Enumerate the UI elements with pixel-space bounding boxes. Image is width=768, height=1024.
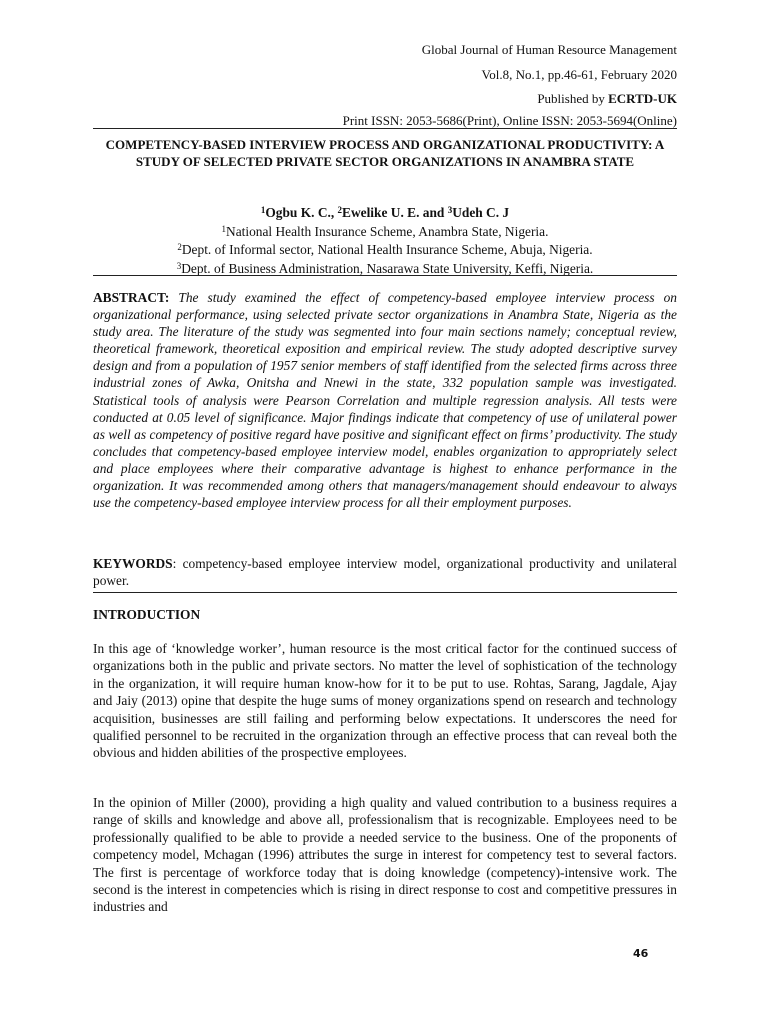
volume-info: Vol.8, No.1, pp.46-61, February 2020 xyxy=(481,67,677,82)
author-1: Ogbu K. C., xyxy=(265,205,338,220)
abstract-label: ABSTRACT: xyxy=(93,290,170,305)
page-number: 46 xyxy=(633,947,649,960)
affiliation-1 xyxy=(93,223,677,242)
author-block xyxy=(93,204,677,278)
affiliation-3-text: Dept. of Business Administration, Nasarawa State University, Keffi, Nigeria. xyxy=(181,260,594,276)
affiliation-2 xyxy=(93,241,677,260)
author-names xyxy=(93,204,677,223)
journal-name: Global Journal of Human Resource Management xyxy=(421,42,677,57)
keywords xyxy=(93,555,677,589)
header-divider xyxy=(93,128,677,129)
affiliation-sup-1: 1 xyxy=(221,223,227,234)
paper-title: COMPETENCY-BASED INTERVIEW PROCESS AND ORGANIZATIONAL PRODUCTIVITY: A STUDY OF SELECTED PRIVATE SECTOR ORGANIZATIONS IN ANAMBRA STATE xyxy=(105,137,665,169)
keywords-label: KEYWORDS xyxy=(93,556,173,571)
affiliation-1-text: National Health Insurance Scheme, Anambra State, Nigeria. xyxy=(226,223,549,239)
intro-paragraph-2: In the opinion of Miller (2000), providing a high quality and valued contribution to a business requires a range of skills and knowledge and above all, professionalism that is recognizable. Employees need to be professionally qualified to be able to provide a needed service to the business. One of the proponents of competency model, Mchagan (1996) attributes the surge in interest for competency test to several factors. The first is percentage of workforce today that is doing knowledge (competency)-intensive work. The second is the interest in competencies which is rising in direct response to cost and competitive pressures in industries and xyxy=(93,795,677,915)
author-sup-1: 1 xyxy=(260,205,266,215)
abstract-text: The study examined the effect of competency-based employee interview process on organizational performance, using selected private sector organizations in Anambra State, Nigeria as the study area. The literature of the study was segmented into four main sections namely; conceptual review, theoretical framework, theoretical exposition and empirical review. The study adopted descriptive survey design and from a population of 1957 senior members of staff identified from the selected firms across three industrial zones of Awka, Onitsha and Nnewi in the state, 332 population sample was investigated. Statistical tools of analysis were Pearson Correlation and multiple regression analysis. All tests were conducted at 0.05 level of significance. Major findings indicate that competency of use of unilateral power as well as competency of positive regard have positive and significant effect on firms’ productivity. The study concludes that competency-based employee interview model, enables organization to appropriately select and place employees where their comparative advantage is highest to enhance performance in the organization. It was recommended among others that managers/management should endeavour to always use the competency-based employee interview process for all their employment purposes. xyxy=(93,290,677,511)
author-sup-3: 3 xyxy=(447,205,453,215)
keywords-divider xyxy=(93,592,677,593)
keywords-text: : competency-based employee interview model, organizational productivity and unilateral power. xyxy=(93,556,677,589)
affiliation-sup-2: 2 xyxy=(177,242,182,252)
issn-line: Print ISSN: 2053-5686(Print), Online ISSN: 2053-5694(Online) xyxy=(342,113,677,128)
abstract xyxy=(93,289,677,511)
publisher-line xyxy=(537,90,677,107)
author-3: Udeh C. J xyxy=(452,205,510,220)
affiliation-2-text: Dept. of Informal sector, National Health Insurance Scheme, Abuja, Nigeria. xyxy=(181,242,593,257)
author-sup-2: 2 xyxy=(337,205,343,215)
author-2: Ewelike U. E. and xyxy=(342,205,448,220)
publisher-name: ECRTD-UK xyxy=(608,91,677,106)
affiliation-sup-3: 3 xyxy=(176,260,182,271)
section-heading-introduction: INTRODUCTION xyxy=(93,607,201,622)
published-by-label: Published by xyxy=(537,91,609,106)
authors-divider xyxy=(93,275,677,276)
intro-paragraph-1: In this age of ‘knowledge worker’, human resource is the most critical factor for the continued success of organizations both in the public and private sectors. No matter the level of sophistication of the technology in the organization, it will require human know-how for it to be put to use. Rohtas, Sarang, Jagdale, Ajay and Jaiy (2013) opine that despite the huge sums of money organizations spend on research and technology acquisition, businesses are still failing and performing below expectations. It underscores the need for qualified personnel to be recruited in the organization through an effective process that can reveal both the obvious and hidden abilities of the prospective employees. xyxy=(93,641,677,761)
